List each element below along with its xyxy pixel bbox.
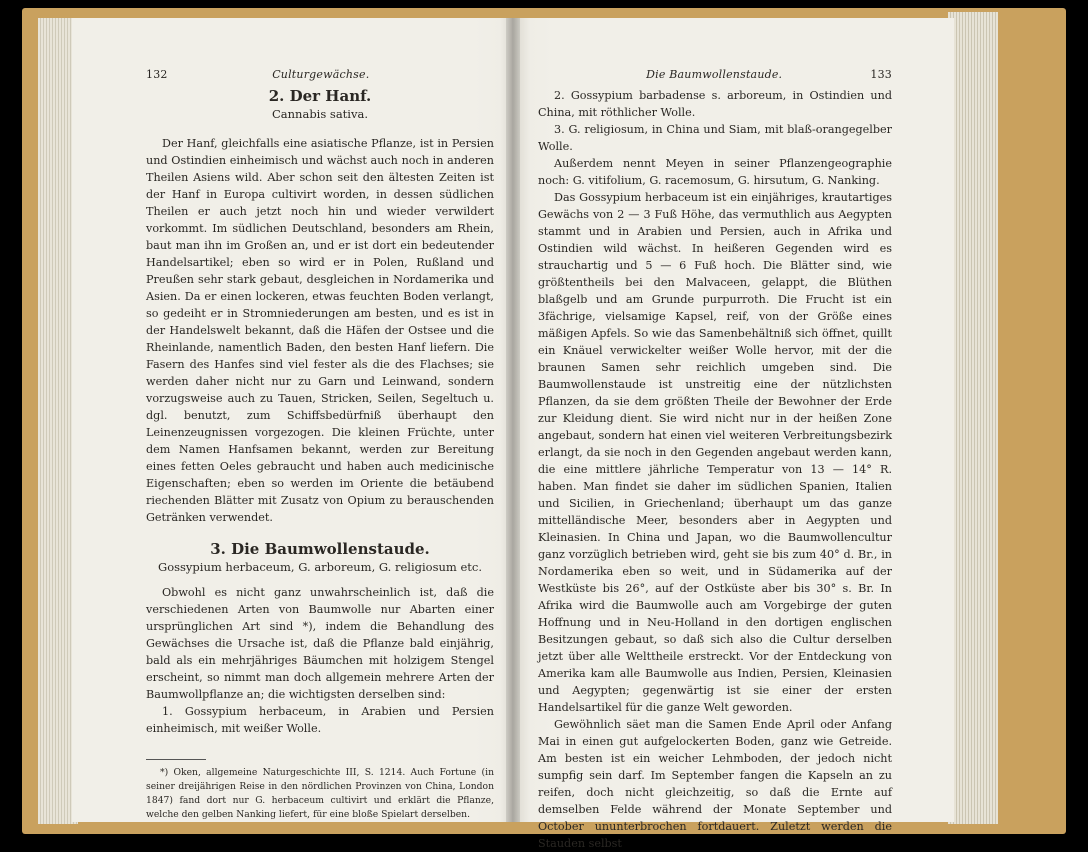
running-head-title: Culturgewächse. — [272, 68, 370, 81]
list-item: 1. Gossypium herbaceum, in Arabien und Persien einheimisch, mit weißer Wolle. — [146, 705, 494, 735]
paragraph: Außerdem nennt Meyen in seiner Pflanzengeographie noch: G. vitifolium, G. racemosum, G. hirsutum, G. Nanking. — [538, 157, 892, 187]
page-number: 132 — [146, 68, 168, 81]
list-item: 3. G. religiosum, in China und Siam, mit blaß-orangegelber Wolle. — [538, 123, 892, 153]
paragraph: Obwohl es nicht ganz unwahrscheinlich ist, daß die verschiedenen Arten von Baumwolle nur Abarten einer ursprünglichen Art sind *), indem die Behandlung des Gewächses die Ursache ist, daß die Pflanze bald einjährig, bald als ein mehrjähriges Bäumchen mit holzigem Stengel erscheint, so nimmt man doch allgemein mehrere Arten der Baumwollpflanze an; die wichtigsten derselben sind: — [146, 586, 494, 701]
left-page — [72, 18, 514, 822]
right-running-head — [538, 68, 892, 81]
paragraph: Das Gossypium herbaceum ist ein einjähriges, krautartiges Gewächs von 2 — 3 Fuß Höhe, das vermuthlich aus Aegypten stammt und in Arabien und Persien, auch in Afrika und Ostindien wild wächst. In heißeren Gegenden wird es strauchartig und 5 — 6 Fuß hoch. Die Blätter sind, wie größtentheils bei den Malvaceen, gelappt, die Blüthen blaßgelb und am Grunde purpurroth. Die Frucht ist ein 3fächrige, vielsamige Kapsel, reif, von der Größe eines mäßigen Apfels. So wie das Samenbehältniß sich öffnet, quillt ein Knäuel verwickelter weißer Wolle hervor, mit der die braunen Samen sehr reichlich umgeben sind. Die Baumwollenstaude ist unstreitig eine der nützlichsten Pflanzen, da sie dem größten Theile der Bewohner der Erde zur Kleidung dient. Sie wird nicht nur in der heißen Zone angebaut, sondern hat einen viel weiteren Verbreitungsbezirk erlangt, da sie noch in den Gegenden angebaut werden kann, die eine mittlere jährliche Temperatur von 13 — 14° R. haben. Man findet sie daher im südlichen Spanien, Italien und Sicilien, in Griechenland; überhaupt um das ganze mittelländische Meer, besonders aber in Aegypten und Kleinasien. In China und Japan, wo die Baumwollencultur ganz vorzüglich betrieben wird, geht sie bis zum 40° d. Br., in Nordamerika eben so weit, und in Südamerika auf der Westküste bis 26°, auf der Ostküste aber bis 30° s. Br. In Afrika wird die Baumwolle auch am Vorgebirge der guten Hoffnung und in Neu-Holland in den dortigen englischen Besitzungen gebaut, so daß sich also die Cultur derselben jetzt über alle Welttheile erstreckt. Vor der Entdeckung von Amerika kam alle Baumwolle aus Indien, Persien, Kleinasien und Aegypten; gegenwärtig ist sie einer der ersten Handelsartikel für die ganze Welt geworden. — [538, 191, 892, 714]
section-subtitle: Gossypium herbaceum, G. arboreum, G. religiosum etc. — [158, 560, 482, 574]
left-running-head — [146, 68, 494, 81]
page-edges-right — [948, 12, 998, 824]
paragraph: Der Hanf, gleichfalls eine asiatische Pflanze, ist in Persien und Ostindien einheimisch und wächst auch noch in anderen Theilen Asiens wild. Aber schon seit den ältesten Zeiten ist der Hanf in Europa cultivirt worden, in dessen südlichen Theilen er auch jetzt noch hin und wieder verwildert vorkommt. Im südlichen Deutschland, besonders am Rhein, baut man ihn im Großen an, und er ist dort ein bedeutender Handelsartikel; eben so wird er in Polen, Rußland und Preußen sehr stark gebaut, desgleichen in Nordamerika und Asien. Da er einen lockeren, etwas feuchten Boden verlangt, so gedeiht er in Stromniederungen am besten, und es ist in der Handelswelt bekannt, daß die Häfen der Ostsee und die Rheinlande, namentlich Baden, den besten Hanf liefern. Die Fasern des Hanfes sind viel fester als die des Flachses; sie werden daher nicht nur zu Garn und Leinwand, sondern vorzugsweise auch zu Tauen, Stricken, Seilen, Segeltuch u. dgl. benutzt, zum Schiffsbedürfniß überhaupt den Leinenzeugnissen vorgezogen. Die kleinen Früchte, unter dem Namen Hanfsamen bekannt, werden zur Bereitung eines fetten Oeles gebraucht und haben auch medicinische Eigenschaften; eben so werden im Oriente die betäubend riechenden Blätter mit Zusatz von Opium zu berauschenden Getränken verwendet. — [146, 137, 494, 524]
right-page — [512, 18, 954, 850]
running-head-title: Die Baumwollenstaude. — [646, 68, 783, 81]
section-title: 2. Der Hanf. — [268, 87, 372, 105]
book-spine-shadow — [506, 18, 520, 822]
paragraph: Gewöhnlich säet man die Samen Ende April oder Anfang Mai in einen gut aufgelockerten Boden, ganz wie Getreide. Am besten ist ein weicher Lehmboden, der jedoch nicht sumpfig sein darf. Im September fangen die Kapseln an zu reifen, doch nicht gleichzeitig, so daß die Ernte auf demselben Felde während der Monate September und October ununterbrochen fortdauert. Zuletzt werden die Stauden selbst — [538, 718, 892, 850]
footnote: *) Oken, allgemeine Naturgeschichte III, S. 1214. Auch Fortune (in seiner dreijährigen Reise in den nördlichen Provinzen von China, London 1847) fand dort nur G. herbaceum cultivirt und erklärt die Pflanze, welche den gelben Nanking liefert, für eine bloße Spielart derselben. — [146, 767, 494, 820]
section-subtitle: Cannabis sativa. — [272, 107, 368, 121]
footnote-rule — [146, 759, 206, 760]
list-item: 2. Gossypium barbadense s. arboreum, in Ostindien und China, mit röthlicher Wolle. — [538, 89, 892, 119]
section-title: 3. Die Baumwollenstaude. — [210, 540, 430, 558]
page-number: 133 — [870, 68, 892, 81]
